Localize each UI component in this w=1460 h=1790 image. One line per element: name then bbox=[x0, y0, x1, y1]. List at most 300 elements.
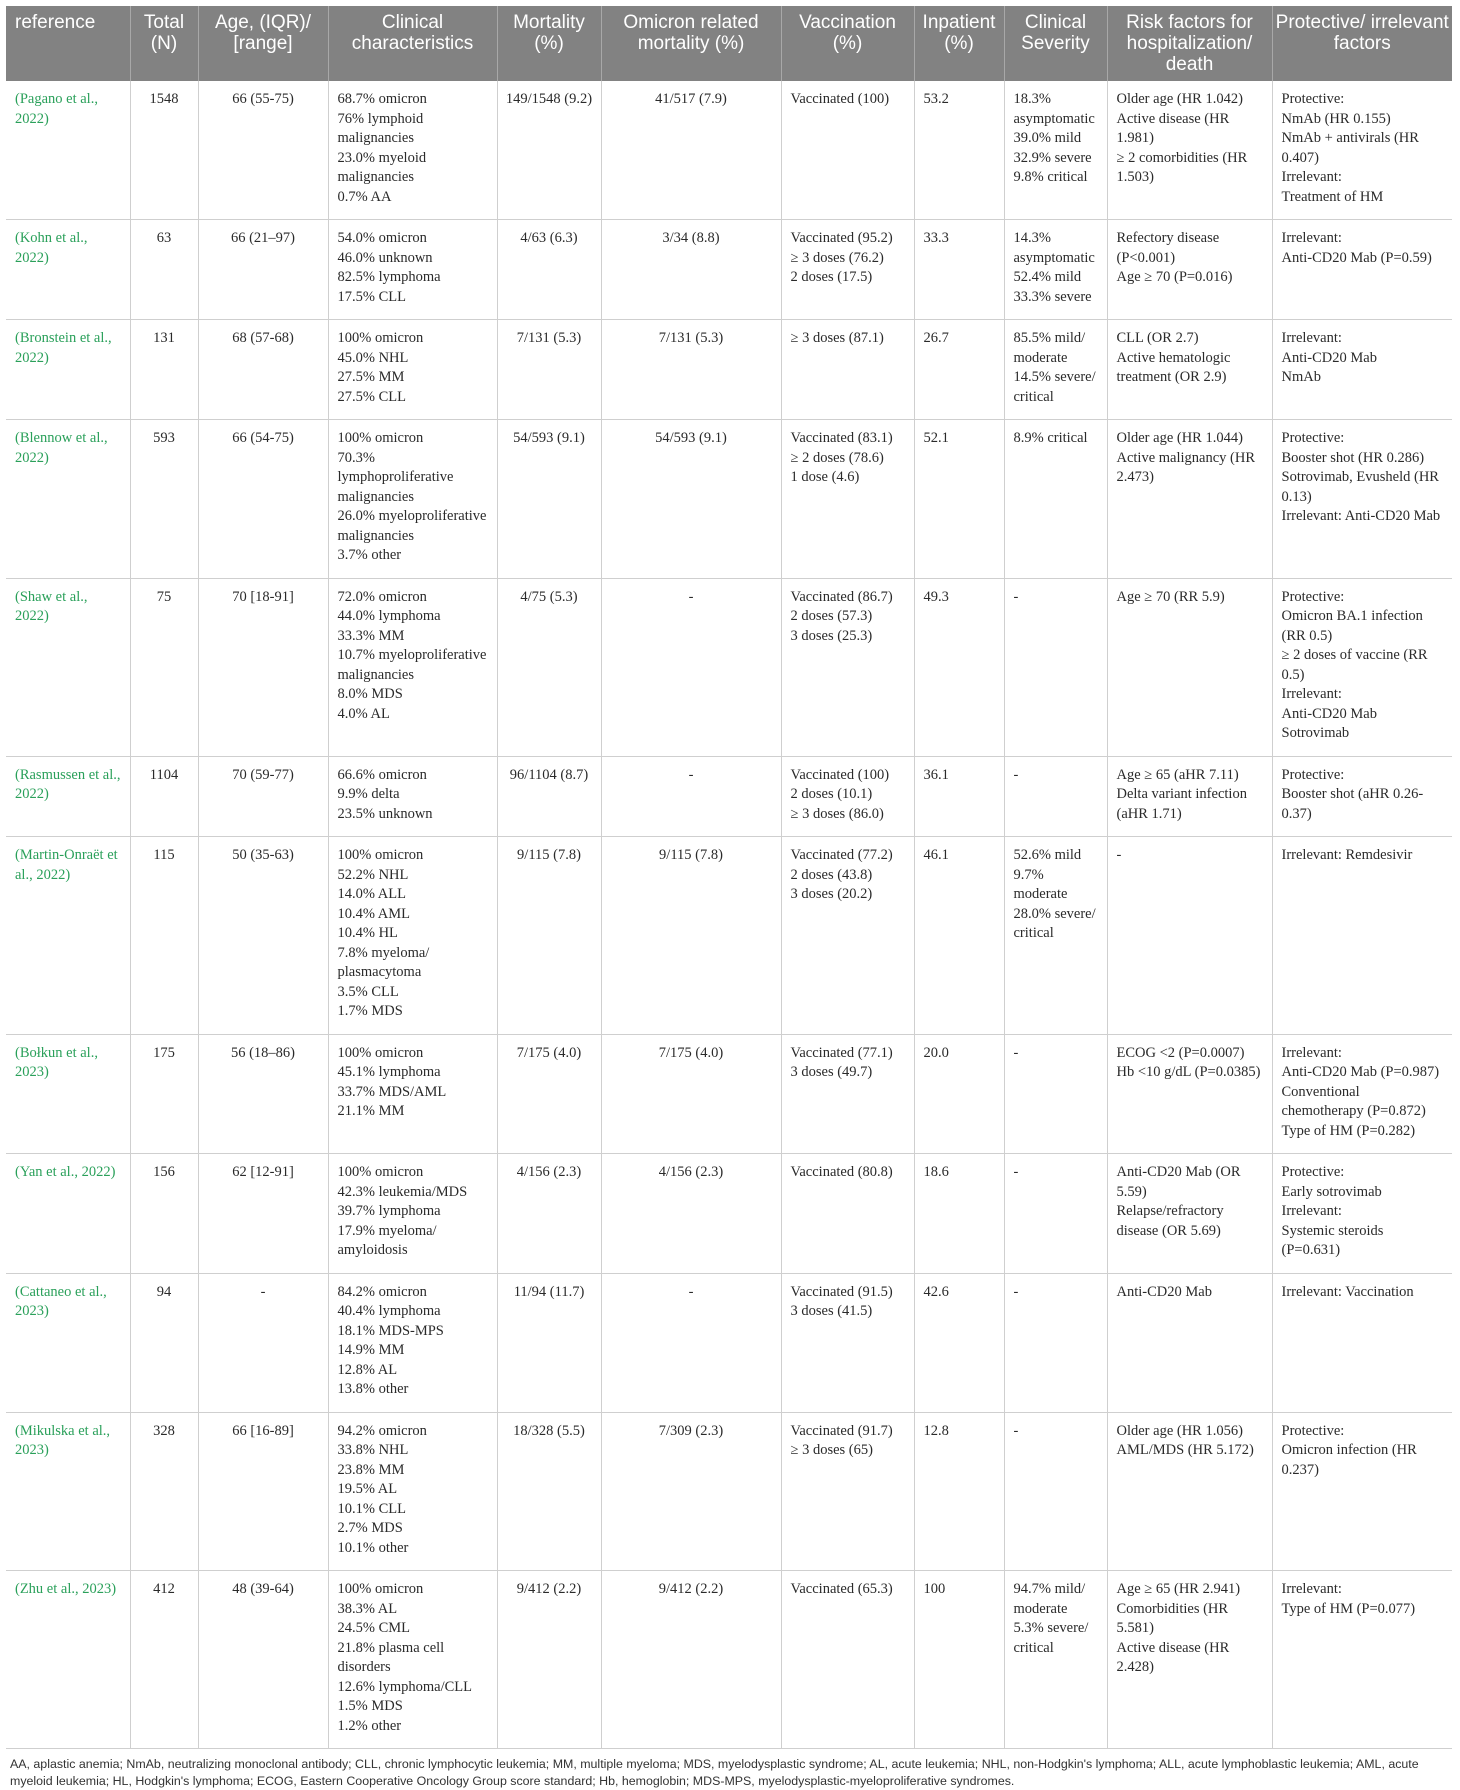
severity-cell bbox=[1004, 1571, 1107, 1749]
protective-line: Anti-CD20 Mab bbox=[1281, 705, 1377, 722]
reference-cell bbox=[6, 1154, 130, 1274]
protective-cell bbox=[1272, 578, 1452, 756]
clinical-line: 42.3% leukemia/MDS bbox=[337, 1183, 468, 1200]
severity-cell bbox=[1004, 420, 1107, 579]
risk-factors-cell bbox=[1107, 1571, 1272, 1749]
table-footnote: AA, aplastic anemia; NmAb, neutralizing monoclonal antibody; CLL, chronic lymphocytic leukemia; MM, multiple myeloma; MDS, myelodysplastic syndrome; AL, acute leukemia; NHL, non-Hodgkin's lymphoma; ALL, acute lymphoblastic leukemia; AML, acute myeloid leukemia; HL, Hodgkin's lymphoma; ECOG, Eastern Cooperative Oncology Group score standard; Hb, hemoglobin; MDS-MPS, myelodysplastic-myeloproliferative syndromes. bbox=[10, 1757, 1419, 1788]
clinical-line: 84.2% omicron bbox=[337, 1283, 427, 1300]
risk-factors-cell bbox=[1107, 756, 1272, 837]
omicron-mortality-cell: - bbox=[601, 756, 781, 837]
vaccination-line: 2 doses (57.3) bbox=[790, 608, 873, 624]
severity-cell bbox=[1004, 220, 1107, 320]
protective-line: Irrelevant: bbox=[1281, 1044, 1342, 1061]
mortality-cell: 4/63 (6.3) bbox=[497, 220, 601, 320]
severity-cell bbox=[1004, 837, 1107, 1035]
clinical-line: 39.7% lymphoma bbox=[337, 1203, 441, 1219]
clinical-line: 54.0% omicron bbox=[337, 230, 427, 246]
protective-line: Booster shot (HR 0.286) bbox=[1281, 449, 1425, 466]
total-cell: 1104 bbox=[130, 756, 198, 837]
total-cell: 131 bbox=[130, 320, 198, 420]
mortality-cell: 54/593 (9.1) bbox=[497, 420, 601, 579]
clinical-line: 17.9% myeloma/ amyloidosis bbox=[337, 1222, 437, 1258]
risk-factors-line: Active disease (HR 1.981) bbox=[1116, 110, 1230, 146]
vaccination-line: 2 doses (17.5) bbox=[790, 269, 873, 285]
vaccination-cell bbox=[781, 756, 914, 837]
reference-cell bbox=[6, 1412, 130, 1571]
severity-line: 9.7% moderate bbox=[1013, 866, 1068, 902]
clinical-line: 40.4% lymphoma bbox=[337, 1303, 441, 1319]
clinical-cell bbox=[328, 837, 497, 1035]
risk-factors-cell bbox=[1107, 1273, 1272, 1412]
reference-link[interactable]: (Cattaneo et al., 2023) bbox=[15, 1283, 107, 1319]
vaccination-cell bbox=[781, 1571, 914, 1749]
severity-cell bbox=[1004, 1154, 1107, 1274]
clinical-cell bbox=[328, 756, 497, 837]
mortality-cell: 4/156 (2.3) bbox=[497, 1154, 601, 1274]
severity-line: 18.3% asymptomatic bbox=[1013, 91, 1095, 127]
omicron-mortality-cell: 7/309 (2.3) bbox=[601, 1412, 781, 1571]
protective-line: Omicron BA.1 infection (RR 0.5) bbox=[1281, 608, 1423, 644]
severity-line: 52.6% mild bbox=[1013, 847, 1082, 863]
clinical-line: 100% omicron bbox=[337, 1581, 424, 1597]
protective-line: Protective: bbox=[1281, 1164, 1345, 1180]
mortality-cell: 11/94 (11.7) bbox=[497, 1273, 601, 1412]
total-cell: 593 bbox=[130, 420, 198, 579]
clinical-line: 46.0% unknown bbox=[337, 249, 433, 266]
severity-cell bbox=[1004, 81, 1107, 220]
protective-line: Protective: bbox=[1281, 1422, 1345, 1439]
protective-line: Irrelevant: Remdesivir bbox=[1281, 847, 1413, 863]
header-clinical: Clinical characteristics bbox=[328, 6, 497, 81]
omicron-mortality-cell: 7/131 (5.3) bbox=[601, 320, 781, 420]
clinical-line: 14.9% MM bbox=[337, 1342, 405, 1358]
clinical-line: 100% omicron bbox=[337, 330, 424, 346]
severity-line: 85.5% mild/ moderate bbox=[1013, 330, 1086, 366]
vaccination-line: 3 doses (41.5) bbox=[790, 1303, 873, 1319]
total-cell: 156 bbox=[130, 1154, 198, 1274]
protective-line: Early sotrovimab bbox=[1281, 1183, 1382, 1200]
vaccination-cell bbox=[781, 837, 914, 1035]
clinical-cell bbox=[328, 1034, 497, 1154]
reference-cell bbox=[6, 756, 130, 837]
protective-cell bbox=[1272, 1273, 1452, 1412]
mortality-cell: 7/175 (4.0) bbox=[497, 1034, 601, 1154]
protective-line: Irrelevant: bbox=[1281, 169, 1342, 185]
clinical-line: 72.0% omicron bbox=[337, 588, 427, 605]
risk-factors-cell bbox=[1107, 837, 1272, 1035]
protective-line: NmAb + antivirals (HR 0.407) bbox=[1281, 130, 1419, 166]
protective-line: Type of HM (P=0.282) bbox=[1281, 1122, 1416, 1139]
severity-line: 52.4% mild bbox=[1013, 269, 1082, 285]
reference-cell bbox=[6, 220, 130, 320]
vaccination-line: 3 doses (25.3) bbox=[790, 627, 873, 644]
severity-line: 94.7% mild/ moderate bbox=[1013, 1581, 1086, 1617]
protective-line: Irrelevant: bbox=[1281, 230, 1342, 246]
reference-link[interactable]: (Kohn et al., 2022) bbox=[15, 230, 88, 266]
reference-cell bbox=[6, 1571, 130, 1749]
reference-cell bbox=[6, 837, 130, 1035]
header-row bbox=[6, 6, 1452, 81]
table-row bbox=[6, 1154, 1452, 1274]
table-row bbox=[6, 1034, 1452, 1154]
clinical-line: 3.7% other bbox=[337, 547, 402, 563]
total-cell: 63 bbox=[130, 220, 198, 320]
vaccination-line: Vaccinated (100) bbox=[790, 91, 890, 107]
clinical-line: 27.5% CLL bbox=[337, 388, 406, 405]
severity-line: - bbox=[1013, 588, 1019, 605]
clinical-line: 100% omicron bbox=[337, 430, 424, 446]
inpatient-cell: 100 bbox=[914, 1571, 1004, 1749]
risk-factors-line: Older age (HR 1.056) bbox=[1116, 1422, 1243, 1439]
vaccination-line: Vaccinated (100) bbox=[790, 766, 890, 783]
clinical-line: 21.8% plasma cell disorders bbox=[337, 1639, 445, 1675]
protective-cell bbox=[1272, 756, 1452, 837]
clinical-line: 17.5% CLL bbox=[337, 288, 406, 305]
severity-line: - bbox=[1013, 1283, 1019, 1300]
clinical-line: 66.6% omicron bbox=[337, 766, 427, 783]
risk-factors-cell bbox=[1107, 420, 1272, 579]
clinical-line: 45.0% NHL bbox=[337, 349, 409, 366]
vaccination-line: Vaccinated (86.7) bbox=[790, 588, 893, 605]
omicron-mortality-cell: 54/593 (9.1) bbox=[601, 420, 781, 579]
risk-factors-cell bbox=[1107, 1034, 1272, 1154]
clinical-cell bbox=[328, 1273, 497, 1412]
table-row bbox=[6, 81, 1452, 220]
protective-line: Irrelevant: bbox=[1281, 1581, 1342, 1597]
vaccination-line: Vaccinated (83.1) bbox=[790, 430, 893, 446]
protective-line: ≥ 2 doses of vaccine (RR 0.5) bbox=[1281, 647, 1428, 683]
vaccination-line: Vaccinated (65.3) bbox=[790, 1581, 893, 1597]
clinical-line: 10.1% CLL bbox=[337, 1500, 406, 1517]
total-cell: 115 bbox=[130, 837, 198, 1035]
clinical-cell bbox=[328, 81, 497, 220]
vaccination-line: ≥ 2 doses (78.6) bbox=[790, 449, 884, 466]
header-reference: reference bbox=[6, 6, 130, 81]
clinical-cell bbox=[328, 420, 497, 579]
severity-cell bbox=[1004, 1412, 1107, 1571]
clinical-line: 12.8% AL bbox=[337, 1361, 398, 1378]
clinical-line: 26.0% myeloproliferative malignancies bbox=[337, 508, 487, 544]
protective-cell bbox=[1272, 1034, 1452, 1154]
header-inpatient: Inpatient (%) bbox=[914, 6, 1004, 81]
clinical-line: 82.5% lymphoma bbox=[337, 269, 441, 285]
vaccination-line: 1 dose (4.6) bbox=[790, 469, 860, 485]
clinical-line: 4.0% AL bbox=[337, 705, 390, 722]
clinical-line: 3.5% CLL bbox=[337, 983, 399, 1000]
mortality-cell: 9/115 (7.8) bbox=[497, 837, 601, 1035]
vaccination-line: 3 doses (20.2) bbox=[790, 886, 873, 902]
mortality-cell: 96/1104 (8.7) bbox=[497, 756, 601, 837]
severity-cell bbox=[1004, 1034, 1107, 1154]
protective-line: Conventional chemotherapy (P=0.872) bbox=[1281, 1083, 1426, 1119]
age-cell: 62 [12-91] bbox=[198, 1154, 328, 1274]
protective-line: Anti-CD20 Mab (P=0.987) bbox=[1281, 1064, 1440, 1080]
clinical-line: 10.1% other bbox=[337, 1539, 409, 1556]
protective-line: NmAb (HR 0.155) bbox=[1281, 110, 1391, 127]
vaccination-cell bbox=[781, 1034, 914, 1154]
table-body bbox=[6, 81, 1452, 1749]
risk-factors-line: Age ≥ 65 (HR 2.941) bbox=[1116, 1581, 1241, 1597]
risk-factors-line: Relapse/refractory disease (OR 5.69) bbox=[1116, 1203, 1224, 1239]
reference-link[interactable]: (Mikulska et al., 2023) bbox=[15, 1422, 111, 1458]
age-cell: 70 [18-91] bbox=[198, 578, 328, 756]
severity-line: 14.3% asymptomatic bbox=[1013, 230, 1095, 266]
protective-line: Treatment of HM bbox=[1281, 188, 1384, 205]
clinical-line: 23.8% MM bbox=[337, 1461, 405, 1478]
omicron-mortality-cell: - bbox=[601, 578, 781, 756]
protective-line: Systemic steroids (P=0.631) bbox=[1281, 1222, 1384, 1258]
age-cell: 56 (18–86) bbox=[198, 1034, 328, 1154]
clinical-line: 27.5% MM bbox=[337, 369, 405, 385]
total-cell: 328 bbox=[130, 1412, 198, 1571]
risk-factors-line: Delta variant infection (aHR 1.71) bbox=[1116, 786, 1247, 822]
clinical-line: 18.1% MDS-MPS bbox=[337, 1322, 444, 1339]
reference-link[interactable]: (Martin-Onraët et al., 2022) bbox=[15, 847, 118, 883]
header-omicron-mortality: Omicron related mortality (%) bbox=[601, 6, 781, 81]
severity-line: 9.8% critical bbox=[1013, 169, 1088, 185]
studies-table bbox=[6, 6, 1452, 1749]
reference-link[interactable]: (Shaw et al., 2022) bbox=[15, 588, 88, 624]
inpatient-cell: 49.3 bbox=[914, 578, 1004, 756]
clinical-line: 44.0% lymphoma bbox=[337, 608, 441, 624]
severity-line: 14.5% severe/ critical bbox=[1013, 369, 1096, 405]
clinical-line: 38.3% AL bbox=[337, 1600, 398, 1617]
clinical-line: 1.7% MDS bbox=[337, 1003, 403, 1019]
risk-factors-cell bbox=[1107, 1154, 1272, 1274]
protective-line: Anti-CD20 Mab bbox=[1281, 349, 1377, 366]
protective-line: Omicron infection (HR 0.237) bbox=[1281, 1442, 1417, 1478]
clinical-line: 10.4% HL bbox=[337, 925, 398, 941]
omicron-mortality-cell: 9/115 (7.8) bbox=[601, 837, 781, 1035]
table-row bbox=[6, 1273, 1452, 1412]
clinical-line: 7.8% myeloma/ plasmacytoma bbox=[337, 944, 430, 980]
risk-factors-cell bbox=[1107, 1412, 1272, 1571]
inpatient-cell: 20.0 bbox=[914, 1034, 1004, 1154]
clinical-line: 10.7% myeloproliferative malignancies bbox=[337, 647, 487, 683]
clinical-cell bbox=[328, 1571, 497, 1749]
inpatient-cell: 42.6 bbox=[914, 1273, 1004, 1412]
clinical-line: 21.1% MM bbox=[337, 1103, 405, 1119]
protective-line: Protective: bbox=[1281, 766, 1345, 783]
mortality-cell: 9/412 (2.2) bbox=[497, 1571, 601, 1749]
severity-line: 8.9% critical bbox=[1013, 430, 1088, 446]
vaccination-cell bbox=[781, 81, 914, 220]
reference-link[interactable]: (Blennow et al., 2022) bbox=[15, 430, 108, 466]
age-cell: 66 (55-75) bbox=[198, 81, 328, 220]
clinical-line: 23.0% myeloid malignancies bbox=[337, 149, 427, 185]
vaccination-cell bbox=[781, 578, 914, 756]
clinical-line: 13.8% other bbox=[337, 1381, 409, 1397]
protective-line: Irrelevant: Vaccination bbox=[1281, 1283, 1414, 1300]
severity-line: 33.3% severe bbox=[1013, 288, 1092, 305]
reference-link[interactable]: (Bronstein et al., 2022) bbox=[15, 330, 112, 366]
risk-factors-line: Hb <10 g/dL (P=0.0385) bbox=[1116, 1064, 1261, 1080]
vaccination-line: ≥ 3 doses (76.2) bbox=[790, 249, 884, 266]
table-row bbox=[6, 320, 1452, 420]
risk-factors-cell bbox=[1107, 81, 1272, 220]
vaccination-line: ≥ 3 doses (86.0) bbox=[790, 805, 884, 822]
vaccination-line: 2 doses (43.8) bbox=[790, 866, 873, 883]
protective-line: Booster shot (aHR 0.26-0.37) bbox=[1281, 786, 1424, 822]
protective-cell bbox=[1272, 1571, 1452, 1749]
protective-line: NmAb bbox=[1281, 369, 1321, 385]
clinical-cell bbox=[328, 320, 497, 420]
reference-link[interactable]: (Bołkun et al., 2023) bbox=[15, 1044, 98, 1080]
total-cell: 75 bbox=[130, 578, 198, 756]
reference-link[interactable]: (Zhu et al., 2023) bbox=[15, 1581, 117, 1597]
risk-factors-line: Age ≥ 70 (RR 5.9) bbox=[1116, 588, 1225, 605]
vaccination-cell bbox=[781, 1412, 914, 1571]
table-row bbox=[6, 220, 1452, 320]
protective-line: Sotrovimab bbox=[1281, 725, 1350, 741]
clinical-line: 100% omicron bbox=[337, 1044, 424, 1061]
reference-cell bbox=[6, 1034, 130, 1154]
reference-link[interactable]: (Yan et al., 2022) bbox=[15, 1164, 116, 1180]
protective-line: Irrelevant: bbox=[1281, 330, 1342, 346]
inpatient-cell: 12.8 bbox=[914, 1412, 1004, 1571]
clinical-line: 14.0% ALL bbox=[337, 886, 406, 902]
total-cell: 175 bbox=[130, 1034, 198, 1154]
risk-factors-line: Active malignancy (HR 2.473) bbox=[1116, 449, 1256, 485]
clinical-line: 1.5% MDS bbox=[337, 1698, 403, 1714]
protective-cell bbox=[1272, 220, 1452, 320]
clinical-line: 45.1% lymphoma bbox=[337, 1064, 441, 1080]
severity-line: - bbox=[1013, 1164, 1019, 1180]
vaccination-cell bbox=[781, 220, 914, 320]
total-cell: 94 bbox=[130, 1273, 198, 1412]
table-row bbox=[6, 1412, 1452, 1571]
clinical-line: 33.3% MM bbox=[337, 627, 405, 644]
omicron-mortality-cell: 7/175 (4.0) bbox=[601, 1034, 781, 1154]
clinical-line: 0.7% AA bbox=[337, 188, 392, 205]
protective-cell bbox=[1272, 420, 1452, 579]
severity-line: - bbox=[1013, 766, 1019, 783]
risk-factors-cell bbox=[1107, 320, 1272, 420]
clinical-line: 76% lymphoid malignancies bbox=[337, 110, 424, 146]
protective-line: Protective: bbox=[1281, 588, 1345, 605]
table-row bbox=[6, 837, 1452, 1035]
vaccination-line: Vaccinated (95.2) bbox=[790, 230, 893, 246]
omicron-mortality-cell: 3/34 (8.8) bbox=[601, 220, 781, 320]
risk-factors-line: - bbox=[1116, 847, 1122, 863]
severity-cell bbox=[1004, 1273, 1107, 1412]
severity-line: 39.0% mild bbox=[1013, 130, 1082, 146]
header-risk-factors: Risk factors for hospitalization/ death bbox=[1107, 6, 1272, 81]
age-cell: - bbox=[198, 1273, 328, 1412]
vaccination-cell bbox=[781, 1273, 914, 1412]
protective-cell bbox=[1272, 320, 1452, 420]
clinical-line: 1.2% other bbox=[337, 1717, 402, 1734]
risk-factors-line: Age ≥ 65 (aHR 7.11) bbox=[1116, 766, 1239, 783]
severity-line: 28.0% severe/ critical bbox=[1013, 905, 1096, 941]
protective-line: Type of HM (P=0.077) bbox=[1281, 1600, 1416, 1617]
inpatient-cell: 53.2 bbox=[914, 81, 1004, 220]
risk-factors-line: Older age (HR 1.044) bbox=[1116, 430, 1243, 446]
age-cell: 50 (35-63) bbox=[198, 837, 328, 1035]
risk-factors-line: AML/MDS (HR 5.172) bbox=[1116, 1442, 1254, 1458]
vaccination-cell bbox=[781, 320, 914, 420]
risk-factors-line: Refectory disease (P<0.001) bbox=[1116, 230, 1220, 266]
severity-line: - bbox=[1013, 1044, 1019, 1061]
vaccination-line: 2 doses (10.1) bbox=[790, 786, 873, 802]
inpatient-cell: 33.3 bbox=[914, 220, 1004, 320]
clinical-line: 100% omicron bbox=[337, 1164, 424, 1180]
clinical-cell bbox=[328, 1154, 497, 1274]
table-row bbox=[6, 420, 1452, 579]
age-cell: 66 [16-89] bbox=[198, 1412, 328, 1571]
mortality-cell: 18/328 (5.5) bbox=[497, 1412, 601, 1571]
reference-cell bbox=[6, 1273, 130, 1412]
risk-factors-cell bbox=[1107, 578, 1272, 756]
severity-cell bbox=[1004, 320, 1107, 420]
mortality-cell: 4/75 (5.3) bbox=[497, 578, 601, 756]
clinical-cell bbox=[328, 1412, 497, 1571]
inpatient-cell: 18.6 bbox=[914, 1154, 1004, 1274]
clinical-line: 10.4% AML bbox=[337, 905, 410, 922]
risk-factors-line: CLL (OR 2.7) bbox=[1116, 330, 1199, 346]
inpatient-cell: 46.1 bbox=[914, 837, 1004, 1035]
severity-line: 32.9% severe bbox=[1013, 149, 1092, 166]
reference-cell bbox=[6, 578, 130, 756]
vaccination-cell bbox=[781, 1154, 914, 1274]
risk-factors-line: ≥ 2 comorbidities (HR 1.503) bbox=[1116, 149, 1248, 185]
severity-line: 5.3% severe/ critical bbox=[1013, 1620, 1089, 1656]
clinical-line: 2.7% MDS bbox=[337, 1520, 403, 1536]
total-cell: 1548 bbox=[130, 81, 198, 220]
age-cell: 48 (39-64) bbox=[198, 1571, 328, 1749]
clinical-line: 33.8% NHL bbox=[337, 1442, 409, 1458]
risk-factors-line: Older age (HR 1.042) bbox=[1116, 91, 1243, 107]
age-cell: 68 (57-68) bbox=[198, 320, 328, 420]
protective-cell bbox=[1272, 1154, 1452, 1274]
vaccination-line: Vaccinated (80.8) bbox=[790, 1164, 893, 1180]
vaccination-line: Vaccinated (77.2) bbox=[790, 847, 893, 863]
reference-link[interactable]: (Rasmussen et al., 2022) bbox=[15, 766, 121, 802]
risk-factors-line: Anti-CD20 Mab (OR 5.59) bbox=[1116, 1164, 1241, 1200]
reference-link[interactable]: (Pagano et al., 2022) bbox=[15, 91, 98, 127]
clinical-line: 19.5% AL bbox=[337, 1481, 398, 1497]
clinical-line: 12.6% lymphoma/CLL bbox=[337, 1678, 473, 1695]
risk-factors-cell bbox=[1107, 220, 1272, 320]
mortality-cell: 149/1548 (9.2) bbox=[497, 81, 601, 220]
table-row bbox=[6, 578, 1452, 756]
clinical-line: 68.7% omicron bbox=[337, 91, 427, 107]
risk-factors-line: Comorbidities (HR 5.581) bbox=[1116, 1600, 1229, 1636]
severity-cell bbox=[1004, 756, 1107, 837]
vaccination-line: Vaccinated (77.1) bbox=[790, 1044, 893, 1061]
risk-factors-line: Anti-CD20 Mab bbox=[1116, 1283, 1212, 1300]
vaccination-cell bbox=[781, 420, 914, 579]
reference-cell bbox=[6, 81, 130, 220]
total-cell: 412 bbox=[130, 1571, 198, 1749]
protective-line: Anti-CD20 Mab (P=0.59) bbox=[1281, 249, 1432, 266]
risk-factors-line: ECOG <2 (P=0.0007) bbox=[1116, 1044, 1245, 1061]
header-mortality: Mortality (%) bbox=[497, 6, 601, 81]
table-row bbox=[6, 756, 1452, 837]
protective-line: Sotrovimab, Evusheld (HR 0.13) bbox=[1281, 469, 1439, 505]
reference-cell bbox=[6, 320, 130, 420]
severity-cell bbox=[1004, 578, 1107, 756]
clinical-line: 70.3% lymphoproliferative malignancies bbox=[337, 449, 454, 505]
clinical-line: 23.5% unknown bbox=[337, 805, 433, 822]
age-cell: 70 (59-77) bbox=[198, 756, 328, 837]
inpatient-cell: 36.1 bbox=[914, 756, 1004, 837]
omicron-mortality-cell: - bbox=[601, 1273, 781, 1412]
protective-cell bbox=[1272, 837, 1452, 1035]
header-age: Age, (IQR)/ [range] bbox=[198, 6, 328, 81]
clinical-cell bbox=[328, 220, 497, 320]
header-vaccination: Vaccination (%) bbox=[781, 6, 914, 81]
